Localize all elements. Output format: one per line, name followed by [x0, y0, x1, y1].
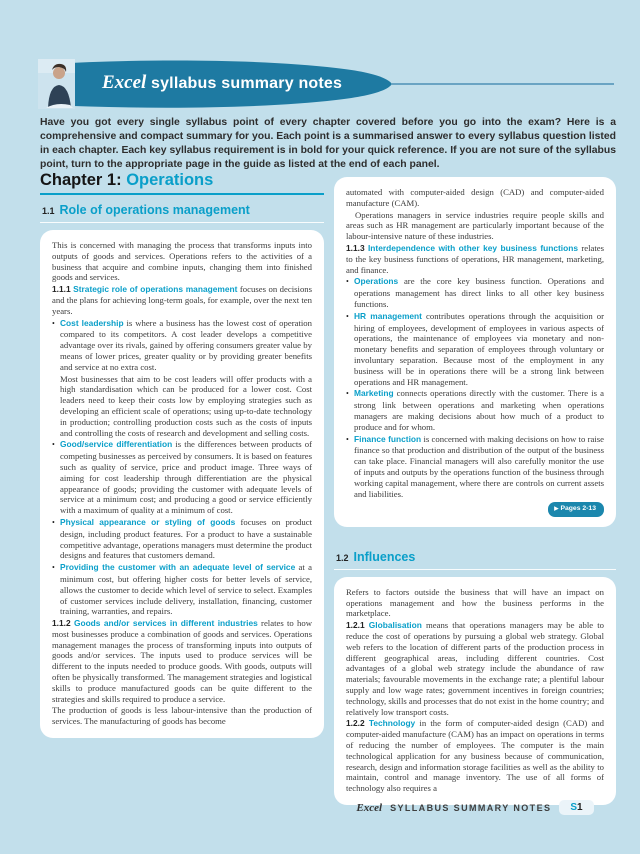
section-heading-1-1: [40, 201, 324, 223]
bullet-item: • HR management contributes operations through the acquisition or hiring of employees, development of employees in various aspects of operations, the maintenance of employees via monetary and non-monetary benefits and separation of employees through voluntary or involuntary separation. Because most of the employment in any business will be in operations there will be a strong link between operations and HR management.: [346, 310, 604, 387]
bullet-item: • Providing the customer with an adequate level of service at a minimum cost, but offering higher costs for better levels of service, allows the customer to decide which level of service to select. Examples of customer services include delivery, installation, financing, customer training, warranties, and repairs.: [52, 562, 312, 617]
page-number-value: 1: [577, 802, 583, 813]
section-number: 1.1: [42, 206, 55, 216]
bullet-icon: •: [346, 277, 349, 287]
bullet-item: • Marketing connects operations directly with the customer. There is a strong link between operations and marketing when operations managers are making decisions about how much of a product to produce and for whom.: [346, 388, 604, 432]
paragraph: automated with computer-aided design (CAD) and computer-aided manufacture (CAM).: [346, 187, 604, 208]
bullet-icon: •: [346, 389, 349, 399]
paragraph: Refers to factors outside the business that will have an impact on operations management and how the business performs in the marketplace.: [346, 586, 604, 619]
arrow-icon: ▶: [554, 505, 559, 512]
bullet-icon: •: [52, 517, 55, 527]
influences-panel: [334, 577, 616, 805]
role-of-operations-panel: [40, 230, 324, 738]
paragraph: The production of goods is less labour-intensive than the production of services. The manufacturing of goods has become: [52, 705, 312, 727]
bullet-item: • Cost leadership is where a business has the lowest cost of operation compared to its competitors. A cost leader develops a competitive advantage over its rivals, gained by offering consumers greater value by means of lower prices, greater quality or by providing greater benefits and service at no extra cost.: [52, 317, 312, 372]
page-footer: [334, 800, 616, 815]
paragraph: 1.1.3 Interdependence with other key business functions relates to the key business functions of operations, HR management, marketing, and finance.: [346, 242, 605, 275]
section-number: 1.2: [336, 552, 349, 563]
intro-paragraph: Have you got every single syllabus point of every chapter covered before you go into the exam? Here is a comprehensive and compact summary for you. Each point is a summarised answer to every syllabus question listed in each chapter. Each key syllabus requirement is in bold for your quick reference. If you are not sure of the syllabus point, turn to the appropriate page in the guide as listed at the end of each panel.: [40, 117, 616, 170]
right-column: [334, 177, 616, 805]
section-heading-1-2: [334, 548, 616, 570]
page-reference-label: Pages 2-13: [560, 505, 596, 513]
page-reference-badge: [548, 502, 604, 517]
left-column: [40, 201, 324, 738]
bullet-icon: •: [346, 311, 349, 321]
chapter-number: Chapter 1:: [40, 171, 122, 189]
footer-title: SYLLABUS SUMMARY NOTES: [390, 802, 552, 813]
bullet-icon: •: [52, 440, 55, 450]
paragraph: Most businesses that aim to be cost leaders will offer products with a high standardisation which can be produced for a lower cost. Cost leaders need to keep their costs low by employing strategies such as developing an efficient scale of operations; using up-to-date technology in production; controlling production costs such as the costs of inputs and controlling the costs of research and development and selling costs.: [60, 373, 312, 438]
footer-brand: Excel: [356, 801, 383, 814]
paragraph: Operations managers in service industries require people skills and areas such as HR management are particularly important because of the labour-intensive nature of these industries.: [346, 209, 604, 242]
bullet-icon: •: [52, 318, 55, 328]
banner-subtitle: syllabus summary notes: [146, 75, 343, 92]
paragraph: 1.2.2 Technology in the form of computer-aided design (CAD) and computer-aided manufacture (CAM) has an impact on operations in terms of reducing the number of employees. The computer is the main technological application for any business because of communication, research, design and information storage facilities as well as the ability to maintain, control and manage inventory. The use of all forms of technology also requires a: [346, 718, 605, 794]
bullet-item: • Physical appearance or styling of goods focuses on product design, including product features. For a product to have a sustainable competitive advantage, operations managers must determine the product designs and features that customers demand.: [52, 516, 312, 561]
brand-name: Excel: [102, 72, 147, 93]
page-reference-row: [346, 500, 604, 517]
role-of-operations-panel-continued: [334, 177, 616, 527]
bullet-icon: •: [346, 434, 349, 444]
chapter-title: Operations: [126, 171, 214, 189]
paragraph: 1.1.1 Strategic role of operations management focuses on decisions and the plans for achieving long-term goals, for example, over the next ten years.: [52, 284, 313, 316]
page-number-prefix: S: [570, 802, 578, 813]
bullet-icon: •: [52, 563, 55, 573]
bullet-item: • Operations are the core key business function. Operations and operations management has direct links to all other key business functions.: [346, 276, 604, 309]
chapter-heading: [40, 171, 324, 195]
paragraph: 1.1.2 Goods and/or services in different industries relates to how most businesses produce a combination of goods and services. Operations management manages the process of transforming inputs into outputs of goods and/or services. The inputs used to produce services will be different to the inputs needed to produce goods. With goods, outputs will often be physically transformed. The management strategies and logistical skills to produce manufactured goods can be quite different to the strategies and skills required to produce a service.: [52, 618, 313, 704]
section-title: Role of operations management: [59, 203, 250, 217]
banner-title: [102, 72, 342, 94]
header-banner: [38, 56, 616, 112]
student-photo-icon: [38, 59, 75, 109]
page-number-badge: [559, 800, 593, 815]
bullet-item: • Finance function is concerned with making decisions on how to raise finance so that production and distribution of the output of the business can take place. Financial managers will also carefully monitor the use of inputs and outputs by the operations function of the business through working capital management, where there are controls on current assets and liabilities.: [346, 433, 604, 499]
bullet-item: • Good/service differentiation is the differences between products of competing businesses as perceived by consumers. It is based on features such as quality of service, price and product image. Three ways of aiming for cost leadership through differentiation are the physical appearance of goods; providing the customer with adequate levels of service at a minimum cost; and producing a good or service efficiently with a maximum of quality at a minimum of cost.: [52, 439, 312, 516]
paragraph: 1.2.1 Globalisation means that operations managers may be able to reduce the cost of operations by pursuing a global web strategy. Global web refers to the location of different parts of the production process in different geographical areas, including different countries. Cost advantages of a global web strategy include the abundance of raw materials; favourable movements in the exchange rate; a plentiful labour supply and low wage rates; government incentives in foreign countries; technology, skills and processes that do not exist in the home country; and relatively low transport costs.: [346, 620, 604, 717]
paragraph: This is concerned with managing the process that transforms inputs into outputs of goods and services. Operations refers to the activities of a business that acquire and combine inputs, changing them into finished goods and services.: [52, 240, 312, 283]
section-title: Influences: [353, 549, 416, 564]
